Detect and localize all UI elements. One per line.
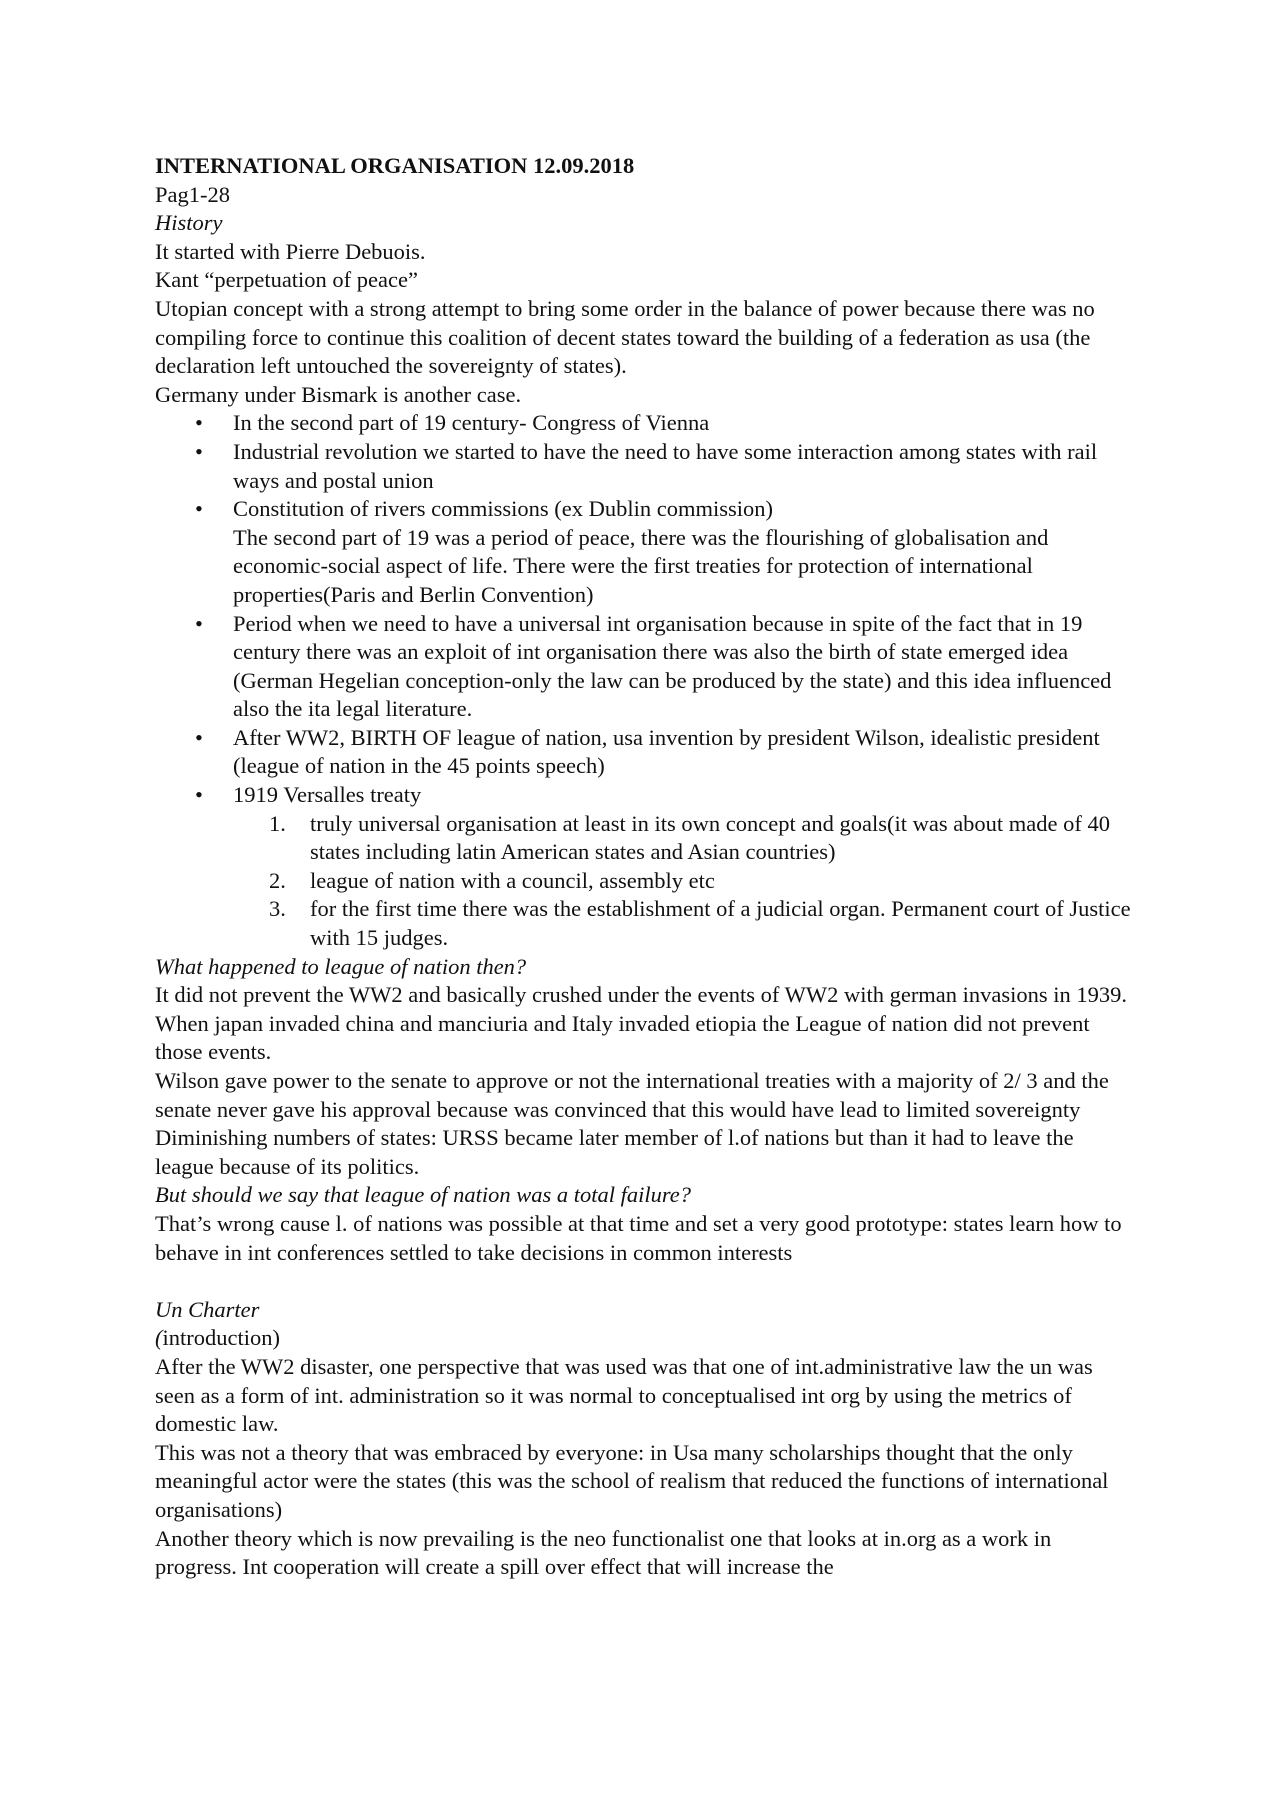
bullet-item [155, 781, 1135, 810]
bullet-text: Industrial revolution we started to have the need to have some interaction among states with rail ways and postal union [233, 438, 1098, 493]
intro-paragraph: It started with Pierre Debuois. [155, 238, 426, 264]
bullet-text: Period when we need to have a universal int organisation because in spite of the fact that in 19 century there was an exploit of int organisation there was also the birth of state emerged idea (German Hegelian conception-only the law can be produced by the state) and this idea influenced also the ita legal literature. [233, 610, 1112, 722]
charter-subheading-text: introduction) [162, 1325, 280, 1351]
bullet-text: In the second part of 19 century- Congress of Vienna [233, 410, 710, 436]
bullet-text: Constitution of rivers commissions (ex Dublin commission) [233, 496, 773, 522]
answer-paragraph: Diminishing numbers of states: URSS became later member of l.of nations but than it had to leave the league because of its politics. [155, 1125, 1074, 1179]
section-heading-un-charter: Un Charter [155, 1296, 260, 1322]
bullet-item [155, 409, 1135, 438]
charter-paragraph: This was not a theory that was embraced by everyone: in Usa many scholarships thought that the only meaningful actor were the states (this was the school of realism that reduced the functions of international organisations) [155, 1439, 1109, 1522]
document-title: INTERNATIONAL ORGANISATION 12.09.2018 [155, 153, 635, 178]
intro-paragraph: Germany under Bismark is another case. [155, 381, 522, 407]
numbered-item [155, 895, 1135, 952]
bullet-item [155, 724, 1135, 781]
bullet-item [155, 610, 1135, 724]
bullet-text: 1919 Versalles treaty [233, 782, 422, 808]
document-page [155, 152, 1135, 1582]
item-number: 1. [269, 810, 286, 836]
numbered-item [155, 810, 1135, 867]
numbered-text: truly universal organisation at least in its own concept and goals(it was about made of 40 states including latin American states and Asian countries) [310, 810, 1111, 865]
answer-paragraph: When japan invaded china and manciuria and Italy invaded etiopia the League of nation did not prevent those events. [155, 1010, 1090, 1065]
answer-paragraph: It did not prevent the WW2 and basically crushed under the events of WW2 with german invasions in 1939. [155, 982, 1128, 1008]
numbered-item [155, 867, 1135, 896]
charter-paragraph: Another theory which is now prevailing is the neo functionalist one that looks at in.org as a work in progress. Int cooperation will create a spill over effect that will increase the [155, 1525, 1052, 1580]
bullet-continuation-text: The second part of 19 was a period of peace, there was the flourishing of globalisation and economic-social aspect of life. There were the first treaties for protection of international properties(Paris and Berlin Convention) [233, 524, 1049, 607]
item-number: 3. [269, 896, 286, 922]
history-bullet-list [155, 409, 1135, 809]
numbered-text: for the first time there was the establishment of a judicial organ. Permanent court of Justice with 15 judges. [310, 896, 1131, 951]
charter-paragraph: After the WW2 disaster, one perspective that was used was that one of int.administrative law the un was seen as a form of int. administration so it was normal to conceptualised int org by using the metrics of domestic law. [155, 1353, 1093, 1437]
bullet-item [155, 495, 1135, 609]
bullet-item [155, 438, 1135, 495]
open-paren: ( [155, 1325, 163, 1351]
intro-paragraph: Utopian concept with a strong attempt to bring some order in the balance of power because there was no compiling force to continue this coalition of decent states toward the building of a federation as usa (the declaration left untouched the sovereignty of states). [155, 295, 1095, 379]
charter-subheading [155, 1324, 1135, 1353]
bullet-text: After WW2, BIRTH OF league of nation, usa invention by president Wilson, idealistic president (league of nation in the 45 points speech) [233, 724, 1100, 779]
answer-paragraph: That’s wrong cause l. of nations was possible at that time and set a very good prototype: states learn how to behave in int conferences settled to take decisions in common interests [155, 1210, 1122, 1265]
section-heading-history: History [155, 210, 223, 236]
answer-paragraph: Wilson gave power to the senate to approve or not the international treaties with a majority of 2/ 3 and the senate never gave his approval because was convinced that this would have lead to limited sovereignty [155, 1068, 1109, 1122]
question-heading: What happened to league of nation then? [155, 953, 527, 979]
page-range: Pag1-28 [155, 181, 230, 207]
intro-paragraph: Kant “perpetuation of peace” [155, 267, 418, 293]
question-heading: But should we say that league of nation was a total failure? [155, 1182, 692, 1208]
item-number: 2. [269, 867, 286, 893]
blank-line [155, 1267, 1135, 1296]
versailles-numbered-list [155, 810, 1135, 953]
numbered-text: league of nation with a council, assembly etc [310, 867, 715, 893]
